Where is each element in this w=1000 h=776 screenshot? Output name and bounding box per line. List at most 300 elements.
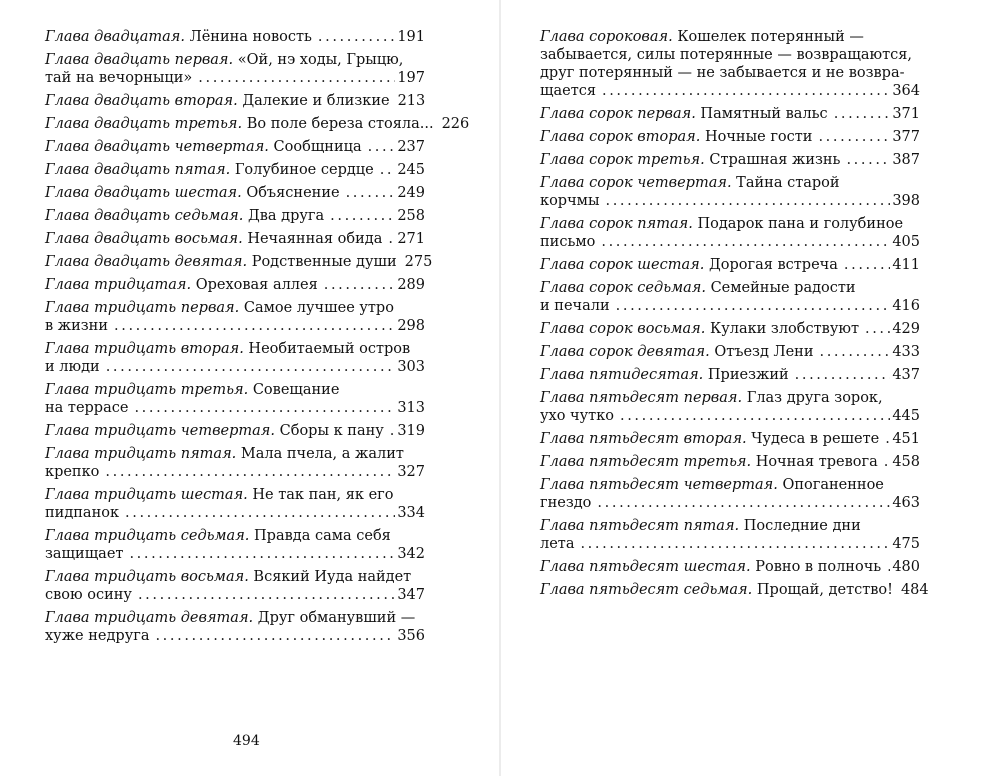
entry-title-text: Кошелек потерянный — [677, 29, 864, 45]
chapter-label: Глава двадцать третья. [45, 116, 243, 132]
entry-title-text: Глаз друга зорок, [746, 390, 883, 406]
entry-title-text [540, 151, 840, 169]
entry-last-line [540, 494, 920, 512]
dot-leader [134, 399, 395, 417]
right-page [500, 0, 1000, 776]
entry-title-line [45, 527, 425, 545]
entry-title-line [45, 445, 425, 463]
chapter-label: Глава сорок девятая. [540, 344, 710, 360]
entry-last-line [540, 558, 920, 576]
dot-leader [318, 28, 395, 46]
entry-title-text [540, 297, 610, 315]
entry-title-text [540, 233, 595, 251]
entry-last-line [540, 192, 920, 210]
entry-title-text [540, 105, 828, 123]
entry-title-text [45, 28, 312, 46]
chapter-label: Глава сорок вторая. [540, 129, 701, 145]
dot-leader [597, 494, 890, 512]
entry-last-line [45, 627, 425, 645]
chapter-label: Глава двадцать шестая. [45, 185, 242, 201]
page-ref: 275 [404, 254, 433, 270]
entry-title-text [540, 494, 591, 512]
entry-title-text [45, 115, 434, 133]
page-ref: 197 [397, 70, 425, 86]
entry-last-line [540, 366, 920, 384]
entry-title-text: Совещание [252, 382, 340, 398]
dot-leader [885, 430, 890, 448]
entry-title-line [540, 279, 920, 297]
entry-title-text: «Ой, нэ ходы, Грыцю, [237, 52, 404, 68]
entry-title-text [45, 276, 318, 294]
entry-last-line [45, 207, 425, 225]
toc-entry[interactable] [540, 28, 920, 100]
entry-title-text [45, 230, 382, 248]
toc-entry[interactable] [540, 320, 920, 338]
entry-title-text: Опоганенное [782, 477, 884, 493]
entry-title-text [540, 581, 893, 599]
toc-entry[interactable] [540, 215, 920, 251]
entry-title-last: хуже недруга [45, 628, 150, 644]
chapter-label: Глава двадцать пятая. [45, 162, 231, 178]
entry-title-line [540, 476, 920, 494]
page-ref: 245 [397, 162, 425, 178]
entry-title-last: Сообщница [273, 139, 362, 155]
toc-entry[interactable] [540, 174, 920, 210]
chapter-label: Глава тридцать третья. [45, 382, 249, 398]
page-ref: 327 [397, 464, 425, 480]
dot-leader [605, 192, 890, 210]
entry-title-line [540, 389, 920, 407]
dot-leader [844, 256, 890, 274]
chapter-label: Глава тридцать пятая. [45, 446, 237, 462]
dot-leader [620, 407, 890, 425]
dot-leader [580, 535, 890, 553]
entry-title-text [540, 453, 878, 471]
dot-leader [820, 343, 891, 361]
toc-entry[interactable] [45, 28, 425, 46]
entry-last-line [45, 276, 425, 294]
chapter-label: Глава пятьдесят первая. [540, 390, 743, 406]
page-ref: 303 [397, 359, 425, 375]
entry-title-text [540, 320, 859, 338]
entry-title-text [540, 558, 881, 576]
entry-last-line [45, 586, 425, 604]
entry-last-line [45, 92, 425, 110]
entry-title-last: Два друга [247, 208, 325, 224]
entry-title-last: Чудеса в решете [751, 431, 880, 447]
chapter-label: Глава пятьдесят седьмая. [540, 582, 753, 598]
page-ref: 458 [892, 454, 920, 470]
entry-title-text [540, 256, 838, 274]
page-ref: 347 [397, 587, 425, 603]
dot-leader [834, 105, 891, 123]
chapter-label: Глава сорок третья. [540, 152, 705, 168]
entry-title-last: в жизни [45, 318, 109, 334]
entry-title-last: Кулаки злобствуют [709, 321, 859, 337]
dot-leader [330, 207, 395, 225]
chapter-label: Глава сорок седьмая. [540, 280, 706, 296]
entry-title-text: Семейные радости [710, 280, 856, 296]
page-ref: 237 [397, 139, 425, 155]
entry-last-line [540, 128, 920, 146]
entry-last-line [45, 504, 425, 522]
toc-entry[interactable] [45, 92, 425, 110]
entry-title-last: Ночные гости [704, 129, 813, 145]
entry-title-text: Необитаемый остров [248, 341, 411, 357]
toc-entry[interactable] [540, 128, 920, 146]
entry-title-text [45, 504, 119, 522]
entry-title-last: корчмы [540, 193, 600, 209]
entry-last-line [540, 256, 920, 274]
entry-title-last: Приезжий [707, 367, 789, 383]
page-ref: 356 [397, 628, 425, 644]
page-ref: 213 [397, 93, 426, 109]
page-ref: 364 [892, 83, 920, 99]
dot-leader [795, 366, 891, 384]
entry-title-line [45, 299, 425, 317]
entry-title-last: свою осину [45, 587, 132, 603]
entry-title-last: пидпанок [45, 505, 120, 521]
entry-title-text [540, 128, 812, 146]
dot-leader [368, 138, 396, 156]
chapter-label: Глава сорок восьмая. [540, 321, 706, 337]
chapter-label: Глава двадцать первая. [45, 52, 234, 68]
toc-entry[interactable] [45, 445, 425, 481]
entry-last-line [540, 233, 920, 251]
dot-leader [865, 320, 890, 338]
entry-title-last: Дорогая встреча [708, 257, 838, 273]
toc-entry[interactable] [45, 161, 425, 179]
toc-entry[interactable] [540, 105, 920, 123]
entry-title-last: Во поле береза стояла... [246, 116, 434, 132]
entry-title-text [540, 366, 789, 384]
dot-leader [125, 504, 395, 522]
entry-title-text [45, 586, 132, 604]
entry-title-line [45, 609, 425, 627]
entry-title-text [45, 422, 384, 440]
entry-title-text: Подарок пана и голубиное [697, 216, 904, 232]
entry-title-last: Далекие и близкие [242, 93, 390, 109]
entry-title-text [540, 407, 614, 425]
toc-entry[interactable] [45, 276, 425, 294]
entry-title-line [45, 340, 425, 358]
entry-title-last: письмо [540, 234, 596, 250]
entry-last-line [45, 317, 425, 335]
toc-entry[interactable] [45, 340, 425, 376]
entry-title-last: Голубиное сердце [234, 162, 374, 178]
entry-last-line [540, 535, 920, 553]
entry-last-line [45, 161, 425, 179]
entry-title-text [45, 69, 192, 87]
entry-title-text [540, 535, 574, 553]
entry-last-line [540, 320, 920, 338]
dot-leader [380, 161, 396, 179]
dot-leader [155, 627, 395, 645]
entry-last-line [45, 463, 425, 481]
entry-title-last: ухо чутко [540, 408, 614, 424]
entry-title-text: Тайна старой [736, 175, 840, 191]
entry-last-line [540, 407, 920, 425]
page-ref: 298 [397, 318, 425, 334]
entry-last-line [45, 138, 425, 156]
entry-title-line [540, 46, 920, 64]
entry-title-text [45, 161, 374, 179]
page-ref: 484 [900, 582, 929, 598]
entry-last-line [540, 343, 920, 361]
chapter-label: Глава двадцать четвертая. [45, 139, 269, 155]
chapter-label: Глава двадцать вторая. [45, 93, 238, 109]
chapter-label: Глава сорок пятая. [540, 216, 693, 232]
toc-entry[interactable] [45, 422, 425, 440]
chapter-label: Глава тридцатая. [45, 277, 192, 293]
entry-title-line [45, 568, 425, 586]
entry-title-text: Мала пчела, а жалит [240, 446, 404, 462]
page-ref: 463 [892, 495, 920, 511]
toc-entry[interactable] [540, 453, 920, 471]
entry-title-text [540, 343, 814, 361]
entry-last-line [45, 399, 425, 417]
entry-title-text [45, 253, 397, 271]
toc-entry[interactable] [540, 517, 920, 553]
page-ref: 398 [892, 193, 920, 209]
entry-title-last: на террасе [45, 400, 129, 416]
dot-leader [388, 230, 395, 248]
dot-leader [884, 453, 891, 471]
dot-leader [846, 151, 890, 169]
chapter-label: Глава пятьдесят шестая. [540, 559, 751, 575]
entry-title-text: забывается, силы потерянные — возвращаются, [540, 47, 913, 63]
page-ref: 258 [397, 208, 425, 224]
toc-entry[interactable] [540, 430, 920, 448]
chapter-label: Глава тридцать первая. [45, 300, 240, 316]
toc-entry[interactable] [45, 51, 425, 87]
entry-title-line [540, 215, 920, 233]
chapter-label: Глава тридцать четвертая. [45, 423, 276, 439]
entry-title-last: лета [540, 536, 575, 552]
entry-last-line [45, 28, 425, 46]
dot-leader [601, 233, 890, 251]
entry-title-last: Родственные души [251, 254, 397, 270]
dot-leader [818, 128, 890, 146]
chapter-label: Глава тридцать девятая. [45, 610, 254, 626]
page-ref: 480 [892, 559, 920, 575]
dot-leader [887, 558, 890, 576]
page-ref: 371 [892, 106, 920, 122]
toc-entry[interactable] [540, 389, 920, 425]
entry-title-text [540, 430, 879, 448]
page-number: 494 [233, 733, 260, 749]
dot-leader [105, 463, 395, 481]
entry-title-text [45, 138, 362, 156]
chapter-label: Глава сороковая. [540, 29, 673, 45]
entry-title-text [45, 317, 108, 335]
chapter-label: Глава пятьдесят четвертая. [540, 477, 778, 493]
toc-entry[interactable] [540, 581, 929, 599]
entry-title-text [45, 358, 100, 376]
chapter-label: Глава пятидесятая. [540, 367, 704, 383]
page-ref: 405 [892, 234, 920, 250]
entry-title-text [540, 192, 599, 210]
entry-title-last: Прощай, детство! [756, 582, 893, 598]
dot-leader [602, 82, 890, 100]
toc-entry[interactable] [540, 256, 920, 274]
dot-leader [106, 358, 396, 376]
dot-leader [324, 276, 396, 294]
entry-last-line [540, 297, 920, 315]
entry-last-line [45, 230, 425, 248]
page-ref: 433 [892, 344, 920, 360]
entry-title-line [45, 381, 425, 399]
entry-last-line [540, 151, 920, 169]
page-ref: 475 [892, 536, 920, 552]
page-ref: 271 [397, 231, 425, 247]
entry-last-line [540, 430, 920, 448]
dot-leader [346, 184, 396, 202]
toc-entry[interactable] [45, 207, 425, 225]
dot-leader [616, 297, 891, 315]
entry-title-text: Последние дни [743, 518, 861, 534]
entry-last-line [45, 115, 470, 133]
page-ref: 387 [892, 152, 920, 168]
entry-title-text [45, 463, 99, 481]
entry-last-line [45, 253, 433, 271]
toc-entry[interactable] [45, 486, 425, 522]
page-ref: 437 [892, 367, 920, 383]
entry-title-line [45, 486, 425, 504]
chapter-label: Глава двадцать седьмая. [45, 208, 244, 224]
entry-title-last: Ночная тревога [755, 454, 878, 470]
dot-leader [390, 422, 396, 440]
chapter-label: Глава двадцать девятая. [45, 254, 248, 270]
chapter-label: Глава тридцать шестая. [45, 487, 248, 503]
entry-last-line [45, 545, 425, 563]
page-ref: 191 [397, 29, 425, 45]
entry-title-last: защищает [45, 546, 124, 562]
entry-title-last: тай на вечорныци» [45, 70, 193, 86]
chapter-label: Глава двадцатая. [45, 29, 186, 45]
page-ref: 342 [397, 546, 425, 562]
toc-entry[interactable] [45, 184, 425, 202]
dot-leader [114, 317, 395, 335]
entry-title-text [540, 82, 596, 100]
entry-title-text [45, 545, 123, 563]
entry-title-text: Всякий Иуда найдет [253, 569, 412, 585]
toc-entry[interactable] [45, 138, 425, 156]
toc-entry[interactable] [540, 343, 920, 361]
entry-title-last: и люди [45, 359, 100, 375]
entry-last-line [540, 82, 920, 100]
chapter-label: Глава сорок первая. [540, 106, 696, 122]
page-ref: 377 [892, 129, 920, 145]
entry-last-line [540, 105, 920, 123]
entry-title-text [45, 92, 390, 110]
entry-last-line [540, 453, 920, 471]
toc-entry[interactable] [45, 253, 433, 271]
table-of-contents-right [540, 28, 929, 604]
entry-title-last: Нечаянная обида [247, 231, 383, 247]
entry-title-line [540, 517, 920, 535]
page-ref: 416 [892, 298, 920, 314]
entry-title-last: Сборы к пану [279, 423, 384, 439]
page-ref: 445 [892, 408, 920, 424]
entry-title-last: Ореховая аллея [195, 277, 318, 293]
chapter-label: Глава сорок шестая. [540, 257, 705, 273]
page-ref: 289 [397, 277, 425, 293]
page-ref: 226 [441, 116, 470, 132]
page-ref: 429 [892, 321, 920, 337]
toc-entry[interactable] [540, 366, 920, 384]
toc-entry[interactable] [45, 568, 425, 604]
entry-title-text [45, 207, 324, 225]
entry-title-text: Не так пан, як его [252, 487, 394, 503]
entry-title-line [540, 64, 920, 82]
toc-entry[interactable] [45, 230, 425, 248]
page-ref: 451 [892, 431, 920, 447]
page-ref: 411 [892, 257, 920, 273]
entry-title-last: Объяснение [246, 185, 340, 201]
entry-last-line [45, 184, 425, 202]
chapter-label: Глава пятьдесят пятая. [540, 518, 740, 534]
toc-entry[interactable] [540, 151, 920, 169]
entry-title-line [540, 174, 920, 192]
toc-entry[interactable] [540, 476, 920, 512]
entry-title-last: крепко [45, 464, 100, 480]
entry-title-line [540, 28, 920, 46]
page-ref: 334 [397, 505, 425, 521]
toc-entry[interactable] [540, 279, 920, 315]
page-ref: 313 [397, 400, 425, 416]
entry-title-text [45, 184, 340, 202]
toc-entry[interactable] [540, 558, 920, 576]
entry-last-line [45, 358, 425, 376]
chapter-label: Глава тридцать восьмая. [45, 569, 249, 585]
entry-title-text: Самое лучшее утро [243, 300, 394, 316]
toc-entry[interactable] [45, 299, 425, 335]
chapter-label: Глава пятьдесят вторая. [540, 431, 747, 447]
entry-title-text [45, 399, 128, 417]
page-ref: 319 [397, 423, 425, 439]
entry-last-line [45, 422, 425, 440]
toc-entry[interactable] [45, 381, 425, 417]
entry-title-last: Памятный вальс [700, 106, 828, 122]
entry-title-last: Страшная жизнь [709, 152, 841, 168]
chapter-label: Глава тридцать седьмая. [45, 528, 250, 544]
chapter-label: Глава тридцать вторая. [45, 341, 244, 357]
entry-title-text: Друг обманувший — [257, 610, 416, 626]
entry-last-line [540, 581, 929, 599]
dot-leader [138, 586, 395, 604]
chapter-label: Глава пятьдесят третья. [540, 454, 752, 470]
entry-title-last: и печали [540, 298, 610, 314]
entry-title-last: Лёнина новость [189, 29, 312, 45]
entry-last-line [45, 69, 425, 87]
page-ref: 249 [397, 185, 425, 201]
entry-title-last: Ровно в полночь [755, 559, 882, 575]
toc-entry[interactable] [45, 527, 425, 563]
chapter-label: Глава сорок четвертая. [540, 175, 732, 191]
entry-title-last: щается [540, 83, 596, 99]
entry-title-text: Правда сама себя [254, 528, 391, 544]
entry-title-text [45, 627, 149, 645]
chapter-label: Глава двадцать восьмая. [45, 231, 243, 247]
entry-title-line [45, 51, 425, 69]
entry-title-text: друг потерянный — не забывается и не возвра- [540, 65, 905, 81]
table-of-contents-left [45, 28, 470, 650]
toc-entry[interactable] [45, 115, 470, 133]
dot-leader [198, 69, 395, 87]
toc-entry[interactable] [45, 609, 425, 645]
entry-title-last: гнездо [540, 495, 592, 511]
